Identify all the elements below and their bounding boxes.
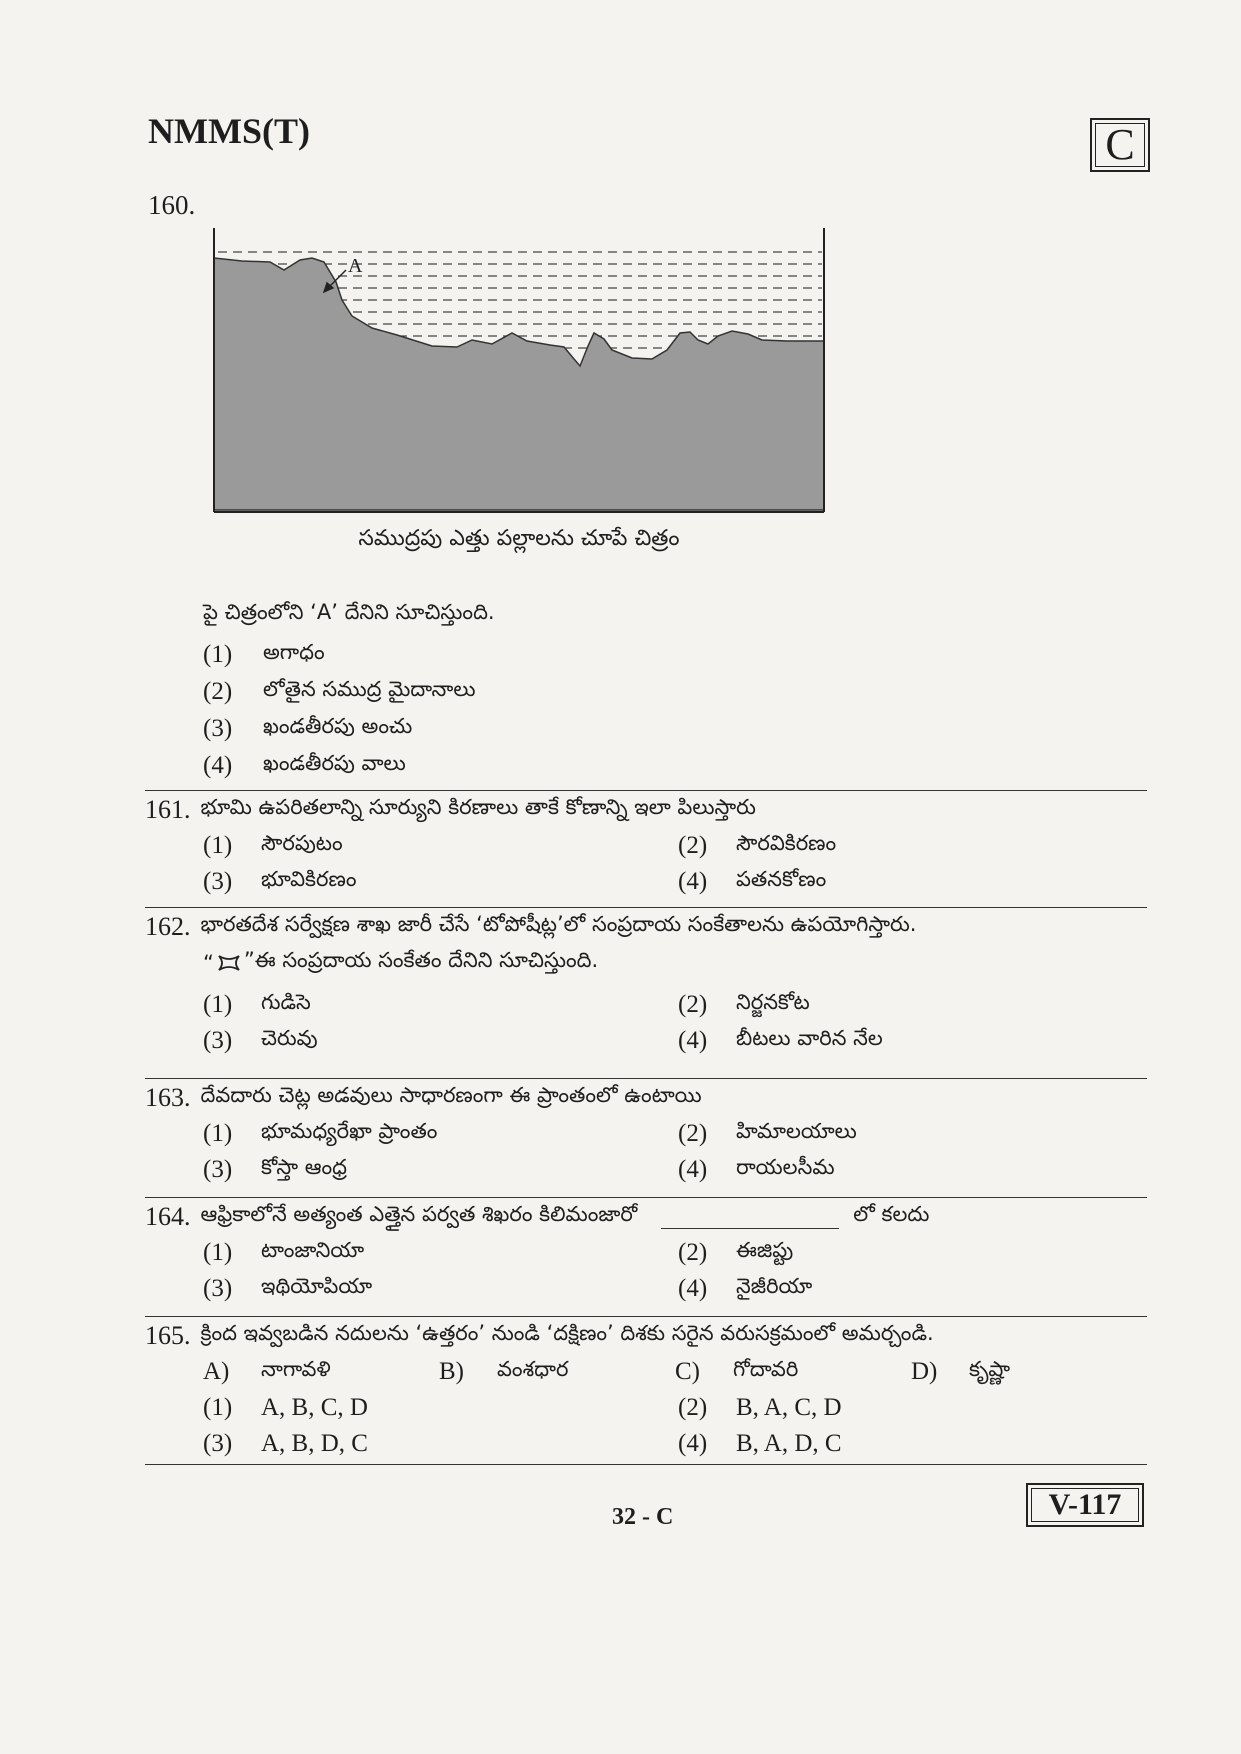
option[interactable] xyxy=(203,710,475,747)
option[interactable] xyxy=(678,867,826,897)
option-text: A, B, D, C xyxy=(261,1430,368,1457)
option[interactable] xyxy=(678,831,836,861)
option-number: (1) xyxy=(203,1239,233,1266)
option-text: బీటలు వారిన నేల xyxy=(736,1026,883,1050)
option-number: (3) xyxy=(203,1430,233,1457)
option[interactable] xyxy=(203,1238,678,1268)
option[interactable] xyxy=(678,1238,793,1268)
option[interactable] xyxy=(678,1119,857,1149)
option-number: (3) xyxy=(203,868,233,895)
quote-open: “ xyxy=(203,951,214,975)
question-stem-after: లో కలదు xyxy=(853,1202,930,1226)
question-number: 161. xyxy=(145,795,191,824)
question-number: 164. xyxy=(145,1202,191,1231)
river-item xyxy=(675,1357,911,1387)
option-text: B, A, D, C xyxy=(736,1430,842,1457)
option-number: (4) xyxy=(203,751,233,779)
option-text: A, B, C, D xyxy=(261,1394,368,1421)
option-number: (2) xyxy=(678,1239,708,1266)
river-item xyxy=(911,1357,1147,1387)
item-text: వంశధార xyxy=(497,1357,569,1381)
question-stem: దేవదారు చెట్ల అడవులు సాధారణంగా ఈ ప్రాంతంలో ఉంటాయి xyxy=(200,1083,702,1107)
option-number: (3) xyxy=(203,1156,233,1183)
option-number: (1) xyxy=(203,1394,233,1421)
question-number-160: 160. xyxy=(148,190,196,220)
question-162 xyxy=(145,909,1147,1059)
booklet-code: V-117 xyxy=(1048,1488,1122,1521)
river-item xyxy=(439,1357,675,1387)
option[interactable] xyxy=(678,1430,842,1458)
option[interactable] xyxy=(203,1026,678,1056)
option-text: B, A, C, D xyxy=(736,1394,842,1421)
question-stem-continued: ”ఈ సంప్రదాయ సంకేతం దేనిని సూచిస్తుంది. xyxy=(243,948,599,972)
item-label: C) xyxy=(675,1358,700,1385)
option-text: లోతైన సముద్ర మైదానాలు xyxy=(263,676,476,701)
river-items xyxy=(203,1354,1147,1390)
option-number: (2) xyxy=(678,832,708,859)
divider xyxy=(145,907,1147,908)
options-160 xyxy=(203,636,475,784)
option[interactable] xyxy=(678,1026,883,1056)
option[interactable] xyxy=(203,1155,678,1185)
item-text: గోదావరి xyxy=(733,1357,799,1381)
option-text: గుడిసె xyxy=(261,990,311,1014)
option-number: (3) xyxy=(203,1027,233,1054)
option[interactable] xyxy=(203,747,475,784)
option-text: సౌరపుటం xyxy=(261,831,343,855)
option-number: (4) xyxy=(678,1027,708,1054)
option[interactable] xyxy=(203,1274,678,1304)
option-number: (1) xyxy=(203,640,233,668)
question-163 xyxy=(145,1080,1147,1188)
option-text: చెరువు xyxy=(261,1026,318,1050)
item-label: D) xyxy=(911,1358,938,1385)
item-text: కృష్ణా xyxy=(969,1357,1011,1381)
question-stem: భూమి ఉపరితలాన్ని సూర్యుని కిరణాలు తాకే కోణాన్ని ఇలా పిలుస్తారు xyxy=(200,795,756,819)
sea-floor-profile xyxy=(214,258,824,510)
question-stem-160: పై చిత్రంలోని ‘A’ దేనిని సూచిస్తుంది. xyxy=(203,600,495,624)
option-number: (4) xyxy=(678,1156,708,1183)
page-number: 32 - C xyxy=(612,1504,674,1530)
option[interactable] xyxy=(203,1430,678,1458)
question-number: 162. xyxy=(145,912,191,941)
question-stem: క్రింద ఇవ్వబడిన నదులను ‘ఉత్తరం’ నుండి ‘దక్షిణం’ దిశకు సరైన వరుసక్రమంలో అమర్చండి. xyxy=(200,1321,934,1345)
option-number: (2) xyxy=(678,1120,708,1147)
option-number: (1) xyxy=(203,991,233,1018)
option-text: ఖండతీరపు అంచు xyxy=(263,713,413,738)
option-number: (3) xyxy=(203,714,233,742)
option[interactable] xyxy=(203,867,678,897)
option-text: ఈజిప్టు xyxy=(736,1238,794,1262)
option-text: భూమధ్యరేఖా ప్రాంతం xyxy=(261,1119,438,1143)
option-text: నైజీరియా xyxy=(736,1274,813,1298)
question-number: 165. xyxy=(145,1321,191,1350)
question-stem: భారతదేశ సర్వేక్షణ శాఖ జారీ చేసే ‘టోపోషీట్ల’లో సంప్రదాయ సంకేతాలను ఉపయోగిస్తారు. xyxy=(200,912,917,936)
question-161 xyxy=(145,792,1147,900)
conventional-symbol-icon xyxy=(216,952,242,974)
option-text: పతనకోణం xyxy=(736,867,827,891)
booklet-code-box xyxy=(1026,1483,1144,1527)
option-number: (4) xyxy=(678,868,708,895)
option-text: అగాధం xyxy=(263,639,325,664)
question-stem: ఆఫ్రికాలోనే అత్యంత ఎత్తైన పర్వత శిఖరం కిలిమంజారో xyxy=(200,1202,638,1226)
option-text: రాయలసీమ xyxy=(736,1155,835,1179)
question-165 xyxy=(145,1318,1147,1462)
ocean-relief-figure xyxy=(212,228,826,514)
option-text: భూవికిరణం xyxy=(261,867,357,891)
option-text: కోస్తా ఆంధ్ర xyxy=(261,1155,347,1179)
option[interactable] xyxy=(203,636,475,673)
option[interactable] xyxy=(678,1274,812,1304)
divider xyxy=(145,790,1147,791)
option-number: (1) xyxy=(203,1120,233,1147)
question-number: 163. xyxy=(145,1083,191,1112)
option[interactable] xyxy=(203,673,475,710)
option-number: (1) xyxy=(203,832,233,859)
option-text: హిమాలయాలు xyxy=(736,1119,857,1143)
set-code-box xyxy=(1090,118,1150,172)
divider xyxy=(145,1197,1147,1198)
option[interactable] xyxy=(203,990,678,1020)
option-text: ఖండతీరపు వాలు xyxy=(263,750,406,775)
option[interactable] xyxy=(203,1394,678,1422)
option[interactable] xyxy=(203,1119,678,1149)
option[interactable] xyxy=(678,1394,842,1422)
river-item xyxy=(203,1357,439,1387)
option-text: ఇథియోపియా xyxy=(261,1274,373,1298)
option-number: (3) xyxy=(203,1275,233,1302)
option[interactable] xyxy=(203,831,678,861)
fill-in-blank[interactable] xyxy=(661,1206,839,1229)
item-label: B) xyxy=(439,1358,464,1385)
item-text: నాగావళి xyxy=(261,1357,331,1381)
option-text: సౌరవికిరణం xyxy=(736,831,837,855)
option-text: టాంజానియా xyxy=(261,1238,365,1262)
figure-caption: సముద్రపు ఎత్తు పల్లాలను చూపే చిత్రం xyxy=(358,526,680,551)
option-number: (2) xyxy=(678,991,708,1018)
exam-title: NMMS(T) xyxy=(148,111,310,151)
divider xyxy=(145,1464,1147,1465)
set-code: C xyxy=(1105,120,1135,169)
option-number: (2) xyxy=(203,677,233,705)
question-164 xyxy=(145,1199,1147,1307)
item-label: A) xyxy=(203,1358,230,1385)
figure-label-a: A xyxy=(348,255,363,277)
option[interactable] xyxy=(678,1155,835,1185)
option-number: (2) xyxy=(678,1394,708,1421)
option[interactable] xyxy=(678,990,810,1020)
option-text: నిర్జనకోట xyxy=(736,990,810,1014)
divider xyxy=(145,1078,1147,1079)
option-number: (4) xyxy=(678,1275,708,1302)
divider xyxy=(145,1316,1147,1317)
option-number: (4) xyxy=(678,1430,708,1457)
